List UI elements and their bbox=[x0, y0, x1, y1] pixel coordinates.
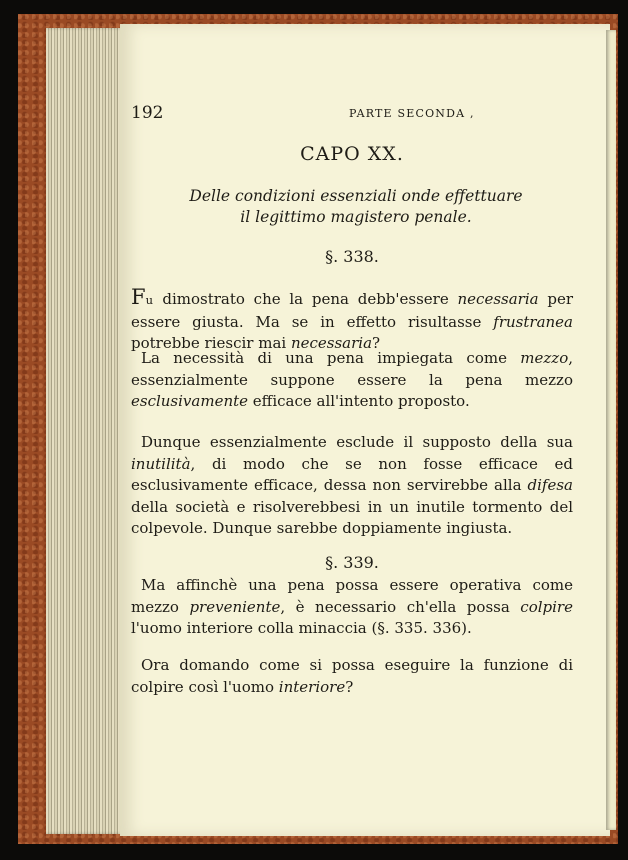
subtitle-line-2: il legittimo magistero penale. bbox=[240, 208, 472, 226]
paragraph-3: Dunque essenzialmente esclude il supposto della sua inutilità, di modo che se non fosse efficace ed esclusivamente efficace, dessa non servirebbe alla difesa della società e risolverebbesi in un inutile tormento del colpevole. Dunque sarebbe doppiamente ingiusta. bbox=[131, 433, 573, 537]
paragraph-5: Ora domando come si possa eseguire la funzione di colpire così l'uomo interiore? bbox=[131, 656, 573, 696]
chapter-title: CAPO XX. bbox=[300, 143, 404, 165]
drop-cap: F bbox=[131, 285, 146, 309]
page-number: 192 bbox=[131, 103, 164, 123]
page-header bbox=[131, 103, 573, 123]
subtitle-line-1: Delle condizioni essenziali onde effettuare bbox=[189, 187, 523, 205]
chapter-subtitle bbox=[151, 186, 561, 228]
next-page-edge bbox=[606, 30, 616, 830]
section-heading-338: §. 338. bbox=[325, 247, 379, 266]
section-heading-339: §. 339. bbox=[325, 553, 379, 572]
running-head: PARTE SECONDA , bbox=[349, 107, 475, 120]
paragraph-1: Fu dimostrato che la pena debb'essere necessaria per essere giusta. Ma se in effetto risultasse frustranea potrebbe riescir mai necessaria? bbox=[131, 285, 573, 352]
paragraph-4: Ma affinchè una pena possa essere operativa come mezzo preveniente, è necessario ch'ella possa colpire l'uomo interiore colla minaccia (§. 335. 336). bbox=[131, 576, 573, 637]
paragraph-2: La necessità di una pena impiegata come mezzo, essenzialmente suppone essere la pena mezzo esclusivamente efficace all'intento proposto. bbox=[131, 349, 573, 410]
page-edges bbox=[46, 28, 124, 834]
